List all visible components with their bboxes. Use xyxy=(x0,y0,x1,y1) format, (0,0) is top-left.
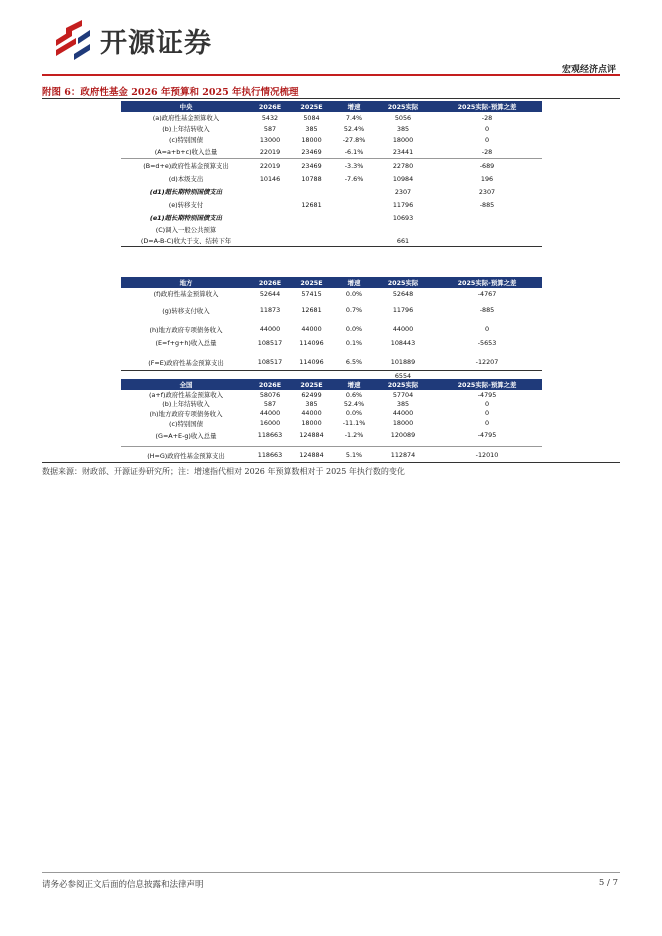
table-row: (H=G)政府性基金预算支出 118663 124884 5.1% 112874 -12010 xyxy=(121,446,542,463)
table-row: (g)转移支付收入 11873 12681 0.7% 11796 -885 xyxy=(162,306,495,315)
table-row: (e1)超长期特别国债支出 10693 xyxy=(149,213,414,222)
central-table xyxy=(121,101,542,247)
table-row: (c)特别国债 13000 18000 -27.8% 18000 0 xyxy=(168,135,490,144)
table-row: (b)上年结转收入 587 385 52.4% 385 0 xyxy=(162,124,490,133)
table-row: (h)地方政府专项债务收入 44000 44000 0.0% 44000 0 xyxy=(149,409,490,418)
col-2026e: 2026E xyxy=(258,102,282,111)
source-note: 数据来源：财政部、开源证券研究所；注：增速指代相对 2026 年预算数相对于 2025 年执行数的变化 xyxy=(42,467,405,476)
table-row: (c)特别国债 16000 18000 -11.1% 18000 0 xyxy=(168,419,490,428)
source-rule xyxy=(42,462,620,463)
local-label: 地方 xyxy=(179,279,193,287)
title-rule xyxy=(42,98,620,99)
table-row: (E=f+g+h)收入总量 108517 114096 0.1% 108443 -5653 xyxy=(155,338,497,347)
col-growth: 增速 xyxy=(347,103,361,111)
table-rule xyxy=(121,246,542,247)
table-row: (d1)超长期特别国债支出 2307 2307 xyxy=(149,187,496,196)
national-table xyxy=(121,379,542,463)
table-row: (D=A-B-C)收大于支、结转下年 661 xyxy=(140,236,410,245)
page-number: 5 / 7 xyxy=(598,878,618,888)
report-type: 宏观经济点评 xyxy=(561,65,616,75)
table-row: (a+f)政府性基金预算收入 58076 62499 0.6% 57704 -4795 xyxy=(148,390,497,399)
footer-disclaimer: 请务必参阅正文后面的信息披露和法律声明 xyxy=(42,880,204,890)
local-header-row: 地方 2026E 2025E 增速 2025实际 2025实际-预算之差 xyxy=(121,277,542,288)
col-2025e: 2025E xyxy=(300,102,323,111)
logo-mark-icon xyxy=(52,20,94,60)
table-row: (B=d+e)政府性基金预算支出 22019 23469 -3.3% 22780 -689 xyxy=(121,158,542,172)
table-row: (b)上年结转收入 587 385 52.4% 385 0 xyxy=(162,399,490,408)
logo xyxy=(52,20,212,60)
central-label: 中央 xyxy=(179,103,193,111)
figure-title: 附图 6：政府性基金 2026 年预算和 2025 年执行情况梳理 xyxy=(42,87,299,98)
col-2025-actual: 2025实际 xyxy=(387,103,419,111)
logo-text: 开源证券 xyxy=(100,27,212,59)
local-extra-value: 6554 xyxy=(394,371,412,380)
table-row: (G=A+E-g)收入总量 118663 124884 -1.2% 120089 -4795 xyxy=(155,431,497,440)
top-rule xyxy=(42,74,620,76)
central-header-row xyxy=(121,101,542,112)
national-header-row: 全国 2026E 2025E 增速 2025实际 2025实际-预算之差 xyxy=(121,379,542,390)
table-row: (C)调入一般公共预算 xyxy=(155,226,217,234)
table-row: (d)本级支出 10146 10788 -7.6% 10984 196 xyxy=(168,174,494,183)
national-label: 全国 xyxy=(179,381,193,389)
local-table xyxy=(121,277,542,380)
footer-rule xyxy=(42,872,620,873)
table-row: (f)政府性基金预算收入 52644 57415 0.0% 52648 -4767 xyxy=(153,289,497,298)
table-row: (A=a+b+c)收入总量 22019 23469 -6.1% 23441 -28 xyxy=(154,147,493,156)
table-row: (a)政府性基金预算收入 5432 5084 7.4% 5056 -28 xyxy=(152,113,493,122)
table-row: (h)地方政府专项债务收入 44000 44000 0.0% 44000 0 xyxy=(149,325,490,334)
table-row: (F=E)政府性基金预算支出 108517 114096 6.5% 101889 -12207 xyxy=(148,358,499,367)
col-diff: 2025实际-预算之差 xyxy=(457,103,517,111)
table-row: (e)转移支付 12681 11796 -885 xyxy=(168,200,495,209)
